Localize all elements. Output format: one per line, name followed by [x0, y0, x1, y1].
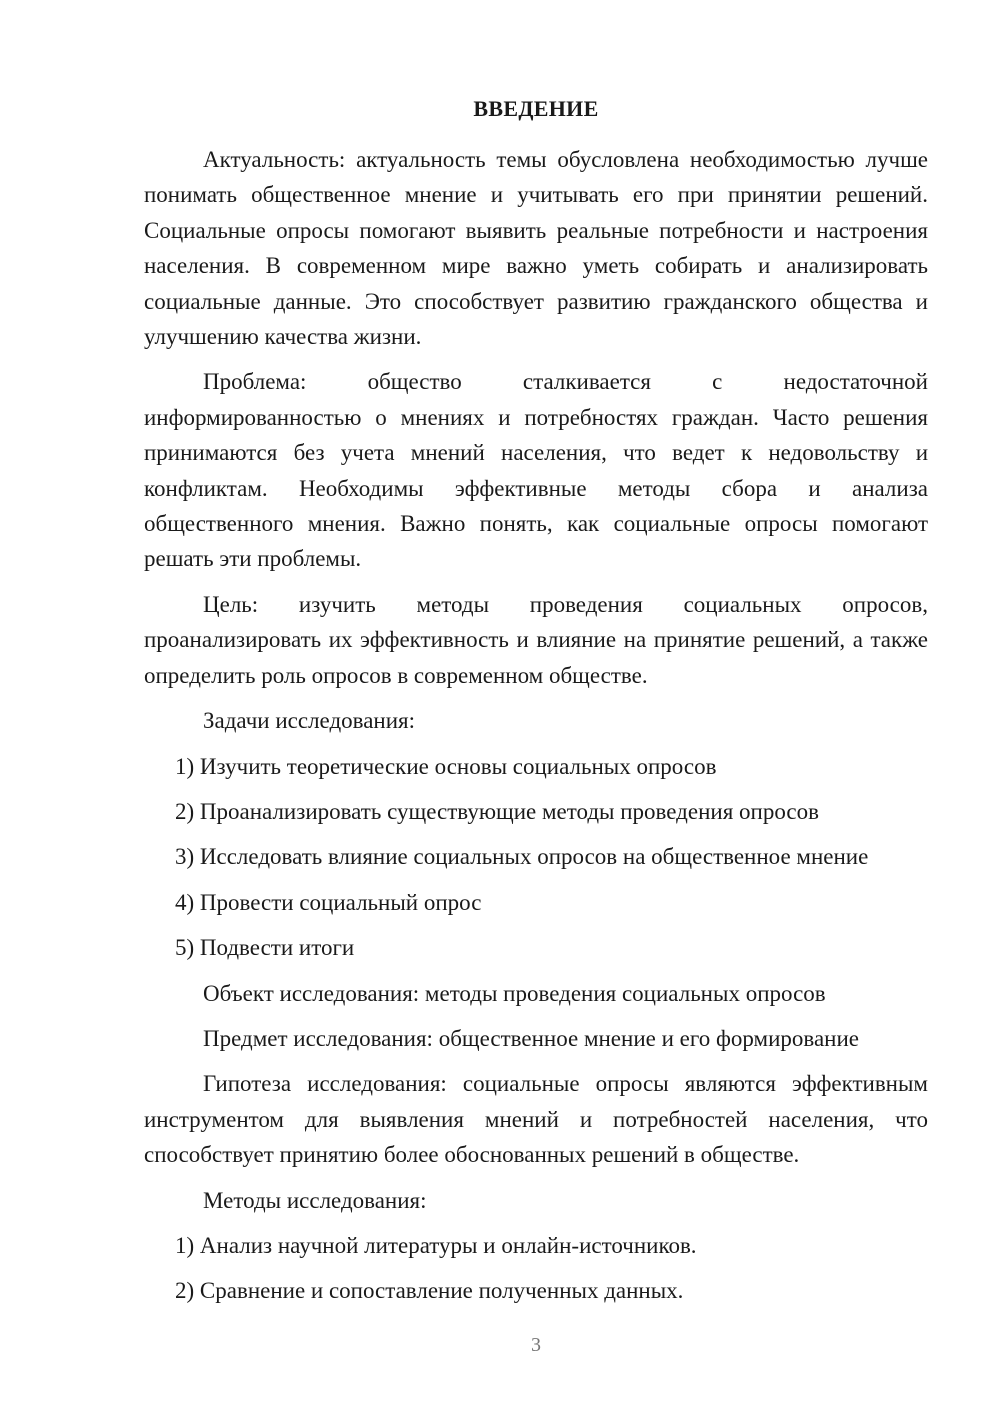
list-item-task-2: 2) Проанализировать существующие методы проведения опросов [175, 798, 819, 824]
page-number: 3 [531, 1334, 541, 1356]
paragraph-object: Объект исследования: методы проведения социальных опросов [203, 980, 826, 1006]
list-item-task-1: 1) Изучить теоретические основы социальных опросов [175, 753, 717, 779]
paragraph-hypothesis: Гипотеза исследования: социальные опросы являются эффективным инструментом для выявления мнений и потребностей населения, что способствует принятию более обоснованных решений в обществе. [144, 1071, 928, 1168]
tasks-heading: Задачи исследования: [203, 708, 416, 734]
list-item-method-1: 1) Анализ научной литературы и онлайн-источников. [175, 1232, 697, 1258]
list-item-task-4: 4) Провести социальный опрос [175, 889, 482, 915]
list-item-task-5: 5) Подвести итоги [175, 935, 355, 961]
methods-list [144, 1228, 928, 1309]
paragraph-goal: Цель: изучить методы проведения социальных опросов, проанализировать их эффективность и влияние на принятие решений, а также определить роль опросов в современном обществе. [144, 591, 928, 688]
list-item-method-2: 2) Сравнение и сопоставление полученных данных. [175, 1278, 684, 1304]
methods-heading: Методы исследования: [203, 1187, 427, 1213]
paragraph-relevance: Актуальность: актуальность темы обусловлена необходимостью лучше понимать общественное мнение и учитывать его при принятии решений. Социальные опросы помогают выявить реальные потребности и настроения населения. В современном мире важно уметь собирать и анализировать социальные данные. Это способствует развитию гражданского общества и улучшению качества жизни. [144, 147, 928, 350]
paragraph-problem: Проблема: общество сталкивается с недостаточной информированностью о мнениях и потребностях граждан. Часто решения принимаются без учета мнений населения, что ведет к недовольству и конфликтам. Необходимы эффективные методы сбора и анализа общественного мнения. Важно понять, как социальные опросы помогают решать эти проблемы. [144, 369, 928, 572]
list-item-task-3: 3) Исследовать влияние социальных опросов на общественное мнение [175, 844, 869, 870]
page-title: ВВЕДЕНИЕ [473, 96, 599, 121]
document-body [144, 142, 928, 1319]
paragraph-subject: Предмет исследования: общественное мнение и его формирование [203, 1025, 859, 1051]
tasks-list [144, 749, 928, 966]
